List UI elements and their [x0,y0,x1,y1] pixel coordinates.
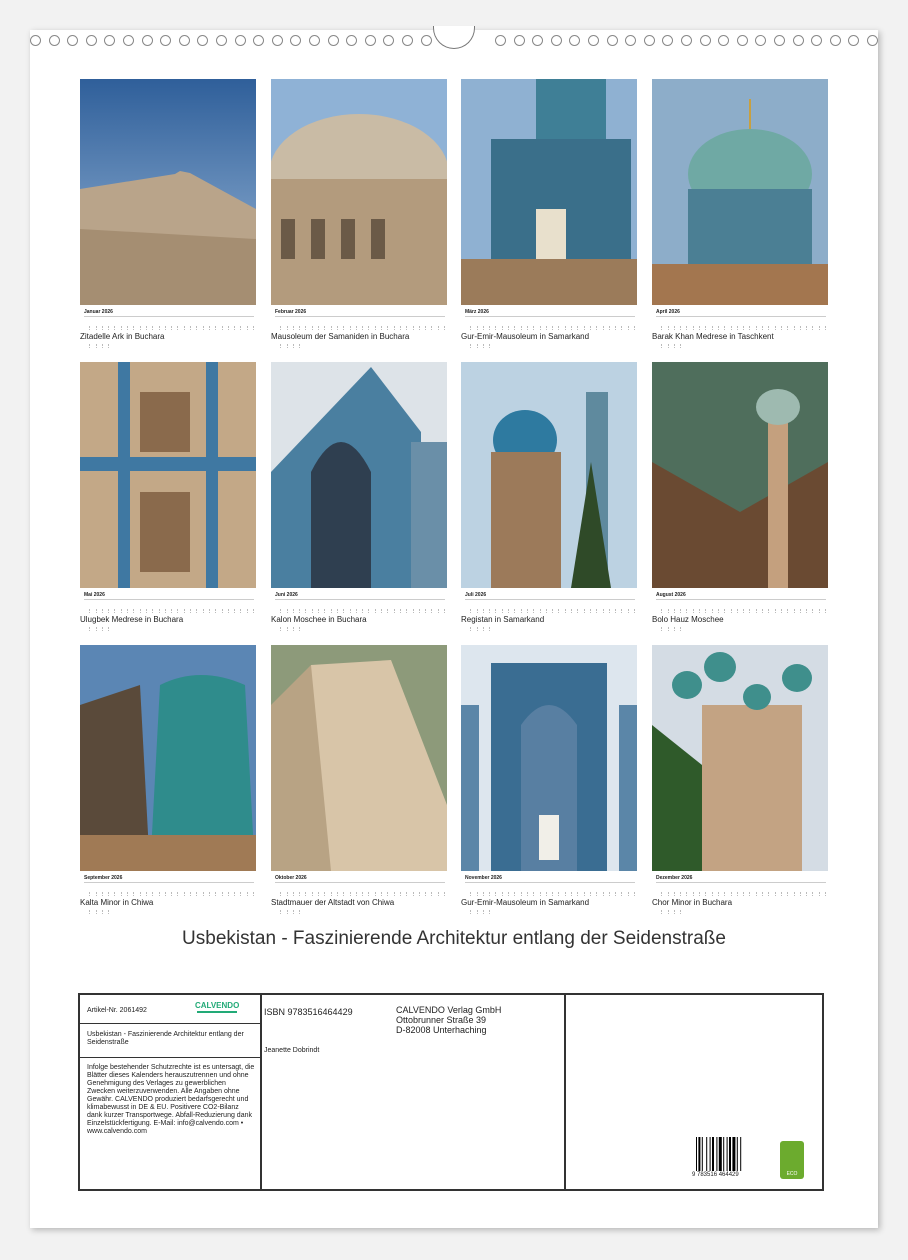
logo-underline [197,1011,237,1013]
binding-ring [644,35,655,46]
photo-caption: Mausoleum der Samaniden in Buchara [271,332,410,341]
day-slot [675,910,681,914]
binding-ring [514,35,525,46]
photo-samaniden-mausoleum [271,79,447,305]
day-grid [84,316,254,325]
imprint-left-column [80,995,262,1189]
day-slot [248,326,254,330]
month-label: September 2026 [84,875,123,881]
day-grid [465,599,635,608]
day-slot [629,892,635,896]
calendar-title: Usbekistan - Faszinierende Architektur entlang der Seidenstraße [182,928,726,949]
barcode-bar [696,1137,697,1171]
binding-ring [551,35,562,46]
photo-caption: Kalta Minor in Chiwa [80,898,154,907]
photo-gur-emir [461,79,637,305]
barcode [696,1137,758,1173]
photo-gur-emir-portal [461,645,637,871]
day-grid [465,882,635,891]
day-slot [439,609,445,613]
binding-ring [235,35,246,46]
month-label: Oktober 2026 [275,875,307,881]
day-slot [103,627,109,631]
day-grid [84,882,254,891]
author-name: Jeanette Dobrindt [264,1047,320,1054]
binding-ring [160,35,171,46]
binding-ring [290,35,301,46]
binding-ring [588,35,599,46]
photo-kalta-minor [80,645,256,871]
short-title: Usbekistan - Faszinierende Architektur entlang der Seidenstraße [87,1031,244,1046]
binding-ring [328,35,339,46]
binding-ring [569,35,580,46]
photo-caption: Ulugbek Medrese in Buchara [80,615,184,624]
binding-rings [30,32,878,50]
day-grid [275,599,445,608]
day-slot [103,344,109,348]
legal-notice: Infolge bestehender Schutzrechte ist es untersagt, die Blätter dieses Kalenders herauszutrennen und ohne Genehmigung des Verlages zu gewerblichen Zwecken weiterzuverwenden. Alle Angaben ohne Gewähr. CALVENDO produziert bedarfsgerecht und klimabewusst in DE & EU. Positivere CO2-Bilanz dank kurzer Transportwege. Abfall-Reduzierung dank Einzelstückfertigung. E-Mail: info@calvendo.com • www.calvendo.com [87,1064,255,1135]
month-label: November 2026 [465,875,502,881]
barcode-bar [702,1137,703,1171]
barcode-bar [710,1137,711,1171]
barcode-bar [729,1137,731,1171]
imprint-middle-column [260,995,566,1189]
day-grid [465,316,635,325]
binding-ring [346,35,357,46]
binding-ring [197,35,208,46]
day-grid [656,882,826,891]
barcode-number: 9 783516 464429 [692,1172,739,1178]
photo-kalon-moschee [271,362,447,588]
barcode-bar [737,1137,738,1171]
isbn: ISBN 9783516464429 [264,1007,353,1017]
binding-ring [104,35,115,46]
month-label: Mai 2026 [84,592,105,598]
day-slot [439,892,445,896]
day-grid [84,599,254,608]
barcode-bar [732,1137,735,1171]
binding-ring [421,35,432,46]
photo-barak-khan [652,79,828,305]
photo-caption: Gur-Emir-Mausoleum in Samarkand [461,332,590,341]
article-number: Artikel-Nr. 2061492 [87,1007,147,1014]
binding-ring [67,35,78,46]
day-slot [484,910,490,914]
day-slot [484,627,490,631]
binding-ring [86,35,97,46]
binding-ring [253,35,264,46]
month-label: Juli 2026 [465,592,487,598]
binding-ring [49,35,60,46]
day-slot [294,627,300,631]
hanger-hook [433,26,475,49]
photo-bolo-hauz [652,362,828,588]
binding-ring [848,35,859,46]
day-slot [439,326,445,330]
binding-ring [365,35,376,46]
binding-ring [309,35,320,46]
barcode-bar [706,1137,707,1171]
binding-ring [662,35,673,46]
day-slot [484,344,490,348]
binding-ring [123,35,134,46]
binding-ring [179,35,190,46]
day-grid [275,316,445,325]
publisher-street: Ottobrunner Straße 39 [396,1015,487,1025]
day-grid [656,599,826,608]
day-slot [820,892,826,896]
photo-caption: Bolo Hauz Moschee [652,615,724,624]
barcode-bar [719,1137,722,1171]
binding-ring [30,35,41,46]
barcode-bar [712,1137,714,1171]
publisher-name: CALVENDO Verlag GmbH [396,1005,502,1015]
binding-ring [774,35,785,46]
title-row [80,1024,260,1058]
photo-caption: Chor Minor in Buchara [652,898,733,907]
barcode-bar [716,1137,717,1171]
photo-caption: Barak Khan Medrese in Taschkent [652,332,774,341]
binding-ring [755,35,766,46]
month-label: März 2026 [465,309,489,315]
binding-ring [216,35,227,46]
month-label: August 2026 [656,592,686,598]
binding-ring [793,35,804,46]
photo-ulugbek-medrese [80,362,256,588]
barcode-bar [727,1137,728,1171]
photo-registan [461,362,637,588]
photo-zitadelle-ark [80,79,256,305]
article-row [80,995,260,1024]
binding-ring [681,35,692,46]
binding-ring [272,35,283,46]
month-label: Februar 2026 [275,309,307,315]
month-label: April 2026 [656,309,680,315]
month-label: Dezember 2026 [656,875,693,881]
binding-ring [607,35,618,46]
barcode-bar [698,1137,700,1171]
day-slot [294,910,300,914]
eco-leaf-icon [780,1141,804,1179]
day-slot [675,344,681,348]
binding-ring [142,35,153,46]
day-slot [248,609,254,613]
publisher-address [396,1005,501,1035]
binding-ring [737,35,748,46]
binding-ring [811,35,822,46]
photo-stadtmauer-chiwa [271,645,447,871]
binding-ring [625,35,636,46]
publisher-city: D-82008 Unterhaching [396,1025,487,1035]
eco-label: ECO [786,1171,798,1177]
photo-caption: Kalon Moschee in Buchara [271,615,367,624]
day-slot [103,910,109,914]
day-grid [275,882,445,891]
day-slot [629,326,635,330]
day-slot [820,609,826,613]
photo-caption: Gur-Emir-Mausoleum in Samarkand [461,898,590,907]
photo-caption: Registan in Samarkand [461,615,545,624]
photo-chor-minor [652,645,828,871]
day-slot [820,326,826,330]
barcode-bar [740,1137,741,1171]
day-grid [656,316,826,325]
binding-ring [700,35,711,46]
day-slot [248,892,254,896]
binding-ring [402,35,413,46]
binding-ring [718,35,729,46]
binding-ring [383,35,394,46]
photo-caption: Zitadelle Ark in Buchara [80,332,165,341]
binding-ring [867,35,878,46]
barcode-bar [723,1137,724,1171]
binding-ring [532,35,543,46]
day-slot [294,344,300,348]
binding-ring [830,35,841,46]
day-slot [675,627,681,631]
month-label: Januar 2026 [84,309,113,315]
binding-ring [495,35,506,46]
month-label: Juni 2026 [275,592,298,598]
photo-caption: Stadtmauer der Altstadt von Chiwa [271,898,395,907]
imprint-box [78,993,824,1191]
calvendo-logo: CALVENDO [195,1001,240,1010]
day-slot [629,609,635,613]
